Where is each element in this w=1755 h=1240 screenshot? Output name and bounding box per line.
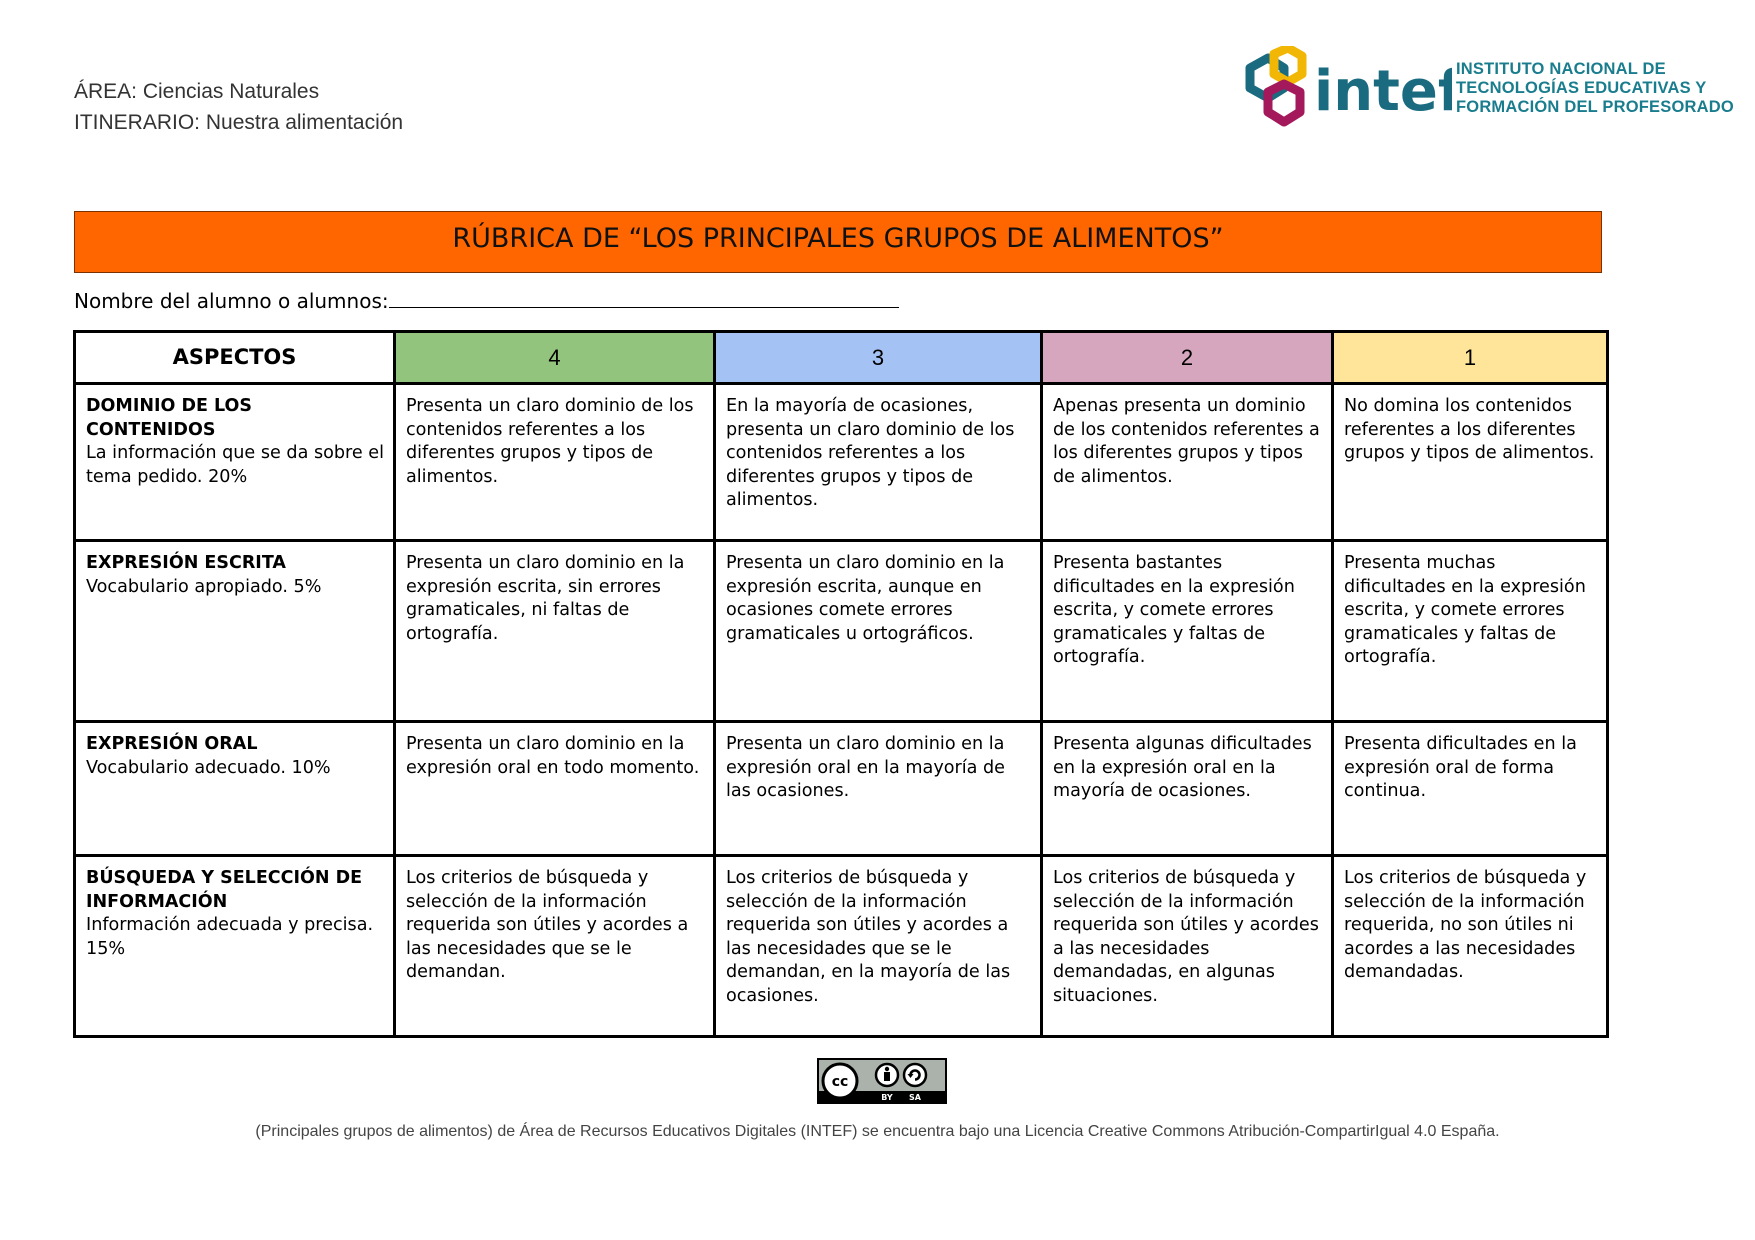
aspect-description: La información que se da sobre el tema pedido. 20% [86,443,385,487]
table-header-row [75,332,1608,384]
criteria-cell: Los criterios de búsqueda y selección de la información requerida son útiles y acordes a las necesidades que se le demandan, en la mayoría de las ocasiones. [715,856,1042,1037]
by-text: BY [881,1093,893,1102]
header-aspects: ASPECTOS [75,332,395,384]
rubric-title: RÚBRICA DE “LOS PRINCIPALES GRUPOS DE ALIMENTOS” [74,211,1602,273]
criteria-cell: Presenta dificultades en la expresión oral de forma continua. [1333,722,1608,856]
aspect-cell [75,384,395,541]
criteria-cell: Presenta bastantes dificultades en la expresión escrita, y comete errores gramaticales y faltas de ortografía. [1042,541,1333,722]
table-row [75,856,1608,1037]
aspect-description: Vocabulario adecuado. 10% [86,757,331,778]
institute-name [1456,60,1734,117]
aspect-title: BÚSQUEDA Y SELECCIÓN DE INFORMACIÓN [86,868,363,912]
aspect-cell [75,541,395,722]
intef-mark-icon [1222,46,1452,132]
student-name-blank-line [389,289,899,308]
criteria-cell: Presenta un claro dominio de los contenidos referentes a los diferentes grupos y tipos de alimentos. [395,384,715,541]
aspect-title: EXPRESIÓN ESCRITA [86,553,286,573]
header-score-4: 4 [395,332,715,384]
criteria-cell: Presenta algunas dificultades en la expresión oral en la mayoría de ocasiones. [1042,722,1333,856]
institute-line-1: INSTITUTO NACIONAL DE [1456,60,1666,78]
header-score-2: 2 [1042,332,1333,384]
aspect-cell [75,856,395,1037]
institute-line-2: TECNOLOGÍAS EDUCATIVAS Y [1456,79,1707,97]
intef-wordmark: intef [1314,59,1452,124]
aspect-title: EXPRESIÓN ORAL [86,734,258,754]
criteria-cell: Los criterios de búsqueda y selección de la información requerida son útiles y acordes a las necesidades demandadas, en algunas situaciones. [1042,856,1333,1037]
area-label: ÁREA: Ciencias Naturales [74,80,320,103]
itinerary-label: ITINERARIO: Nuestra alimentación [74,111,404,134]
rubric-table [73,330,1609,1038]
cc-text: cc [831,1074,849,1090]
criteria-cell: Los criterios de búsqueda y selección de la información requerida, no son útiles ni acordes a las necesidades demandadas. [1333,856,1608,1037]
table-row [75,541,1608,722]
criteria-cell: Presenta un claro dominio en la expresión escrita, sin errores gramaticales, ni faltas de ortografía. [395,541,715,722]
intef-logo [1222,46,1734,132]
sa-text: SA [909,1093,921,1102]
aspect-title: DOMINIO DE LOS CONTENIDOS [86,396,253,440]
aspect-description: Vocabulario apropiado. 5% [86,576,322,597]
criteria-cell: Los criterios de búsqueda y selección de la información requerida son útiles y acordes a las necesidades que se le demandan. [395,856,715,1037]
header-score-3: 3 [715,332,1042,384]
student-name-label: Nombre del alumno o alumnos: [74,289,389,313]
criteria-cell: Presenta un claro dominio en la expresión escrita, aunque en ocasiones comete errores gramaticales u ortográficos. [715,541,1042,722]
criteria-cell: Presenta un claro dominio en la expresión oral en la mayoría de las ocasiones. [715,722,1042,856]
table-row [75,722,1608,856]
aspect-cell [75,722,395,856]
criteria-cell: Apenas presenta un dominio de los contenidos referentes a los diferentes grupos y tipos de alimentos. [1042,384,1333,541]
criteria-cell: Presenta muchas dificultades en la expresión escrita, y comete errores gramaticales y faltas de ortografía. [1333,541,1608,722]
document-header [74,76,403,138]
aspect-description: Información adecuada y precisa. 15% [86,915,374,959]
cc-by-sa-license-icon [817,1058,947,1104]
institute-line-3: FORMACIÓN DEL PROFESORADO [1456,98,1734,116]
criteria-cell: Presenta un claro dominio en la expresión oral en todo momento. [395,722,715,856]
student-name-field [74,289,899,313]
header-score-1: 1 [1333,332,1608,384]
criteria-cell: En la mayoría de ocasiones, presenta un claro dominio de los contenidos referentes a los diferentes grupos y tipos de alimentos. [715,384,1042,541]
license-footer: (Principales grupos de alimentos) de Área de Recursos Educativos Digitales (INTEF) se encuentra bajo una Licencia Creative Commons Atribución-CompartirIgual 4.0 España. [255,1123,1500,1140]
criteria-cell: No domina los contenidos referentes a los diferentes grupos y tipos de alimentos. [1333,384,1608,541]
table-row [75,384,1608,541]
